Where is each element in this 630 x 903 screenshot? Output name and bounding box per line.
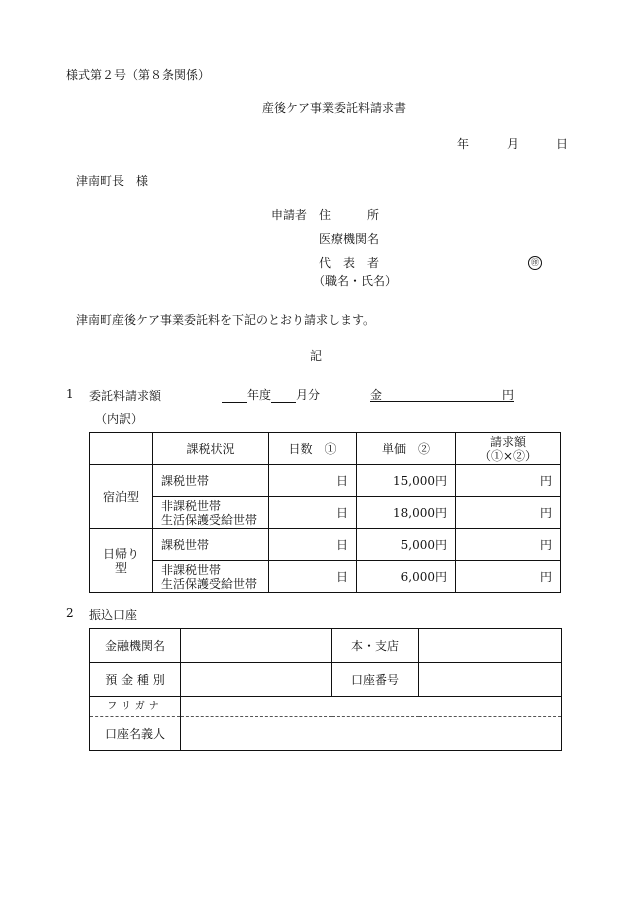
header-amount: 請求額（①×②） [456, 433, 561, 465]
month-label: 月分 [296, 388, 321, 402]
fiscal-year-field [222, 386, 320, 403]
branch-field[interactable] [419, 629, 562, 663]
addressee: 津南町長 様 [76, 174, 149, 188]
request-text: 津南町産後ケア事業委託料を下記のとおり請求します。 [76, 313, 376, 327]
seal-mark: ㊞ [528, 254, 542, 270]
days-cell[interactable]: 日 [269, 529, 357, 561]
name-note: （職名・氏名） [313, 274, 398, 288]
account-number-field[interactable] [419, 663, 562, 697]
year-label: 年度 [247, 388, 272, 402]
deposit-type-field[interactable] [181, 663, 332, 697]
section2-number: 2 [66, 606, 74, 620]
bank-table [89, 628, 562, 751]
header-unit-price: 単価 ② [357, 433, 456, 465]
date-day-label: 日 [556, 137, 569, 151]
amount-cell[interactable]: 円 [456, 529, 561, 561]
group-daytrip: 日帰り型 [90, 529, 153, 593]
bank-name-label: 金融機関名 [90, 629, 181, 663]
account-number-label: 口座番号 [332, 663, 419, 697]
table-row [90, 529, 561, 561]
date-year-label: 年 [457, 137, 470, 151]
header-tax-status: 課税状況 [153, 433, 269, 465]
table-row [90, 497, 561, 529]
ki-label: 記 [310, 349, 323, 363]
representative-label: 代 表 者 [319, 256, 380, 270]
tax-status-cell: 課税世帯 [153, 529, 269, 561]
furigana-field[interactable] [181, 697, 562, 717]
date-month-label: 月 [507, 137, 520, 151]
holder-row [90, 717, 562, 751]
fee-table-header [90, 433, 561, 465]
days-cell[interactable]: 日 [269, 497, 357, 529]
amount-cell[interactable]: 円 [456, 497, 561, 529]
furigana-label: フリガナ [90, 697, 181, 717]
account-holder-field[interactable] [181, 717, 562, 751]
tax-status-cell: 非課税世帯 生活保護受給世帯 [153, 497, 269, 529]
furigana-row [90, 697, 562, 717]
table-row [90, 465, 561, 497]
deposit-row [90, 663, 562, 697]
page-title: 産後ケア事業委託料請求書 [262, 101, 407, 115]
institution-label: 医療機関名 [319, 232, 380, 246]
fiscal-year-blank[interactable] [222, 387, 247, 403]
amount-field[interactable] [370, 386, 514, 402]
branch-label: 本・支店 [332, 629, 419, 663]
deposit-type-label: 預 金 種 別 [90, 663, 181, 697]
tax-status-cell: 課税世帯 [153, 465, 269, 497]
days-cell[interactable]: 日 [269, 465, 357, 497]
tax-status-cell: 非課税世帯 生活保護受給世帯 [153, 561, 269, 593]
unit-price-cell: 6,000円 [357, 561, 456, 593]
month-blank[interactable] [271, 387, 296, 403]
section1-label: 委託料請求額 [89, 389, 162, 403]
bank-name-field[interactable] [181, 629, 332, 663]
address-label: 住 所 [319, 208, 380, 222]
account-holder-label: 口座名義人 [90, 717, 181, 751]
unit-price-cell: 18,000円 [357, 497, 456, 529]
unit-price-cell: 5,000円 [357, 529, 456, 561]
fee-table [89, 432, 561, 593]
header-empty [90, 433, 153, 465]
group-overnight: 宿泊型 [90, 465, 153, 529]
yen-label: 円 [501, 388, 514, 402]
amount-cell[interactable]: 円 [456, 465, 561, 497]
applicant-prefix: 申請者 [271, 208, 308, 222]
amount-cell[interactable]: 円 [456, 561, 561, 593]
section1-number: 1 [66, 387, 74, 401]
days-cell[interactable]: 日 [269, 561, 357, 593]
unit-price-cell: 15,000円 [357, 465, 456, 497]
bank-row [90, 629, 562, 663]
kin-label: 金 [370, 388, 383, 402]
table-row [90, 561, 561, 593]
header-days: 日数 ① [269, 433, 357, 465]
form-number: 様式第２号（第８条関係） [66, 68, 211, 82]
section2-label: 振込口座 [89, 608, 138, 622]
breakdown-label: （内訳） [95, 412, 144, 426]
